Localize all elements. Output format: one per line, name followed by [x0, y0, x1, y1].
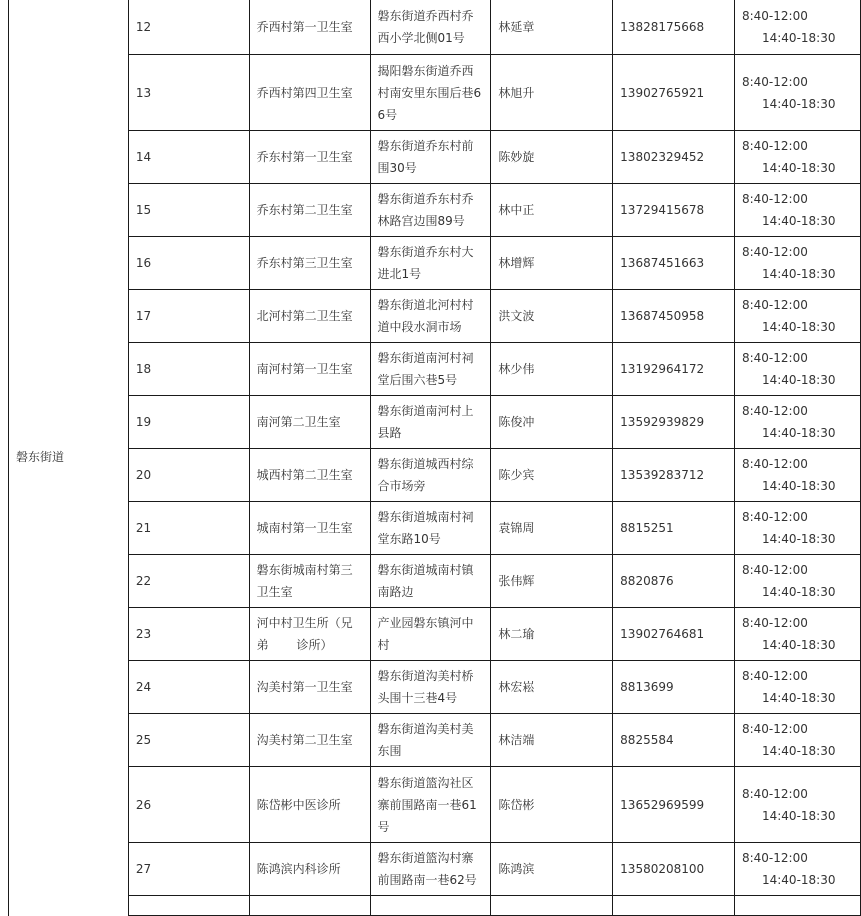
clinic-address: 磐东街道乔东村乔林路宫边围89号 [370, 184, 491, 237]
row-number: 15 [128, 184, 249, 237]
clinic-name: 磐东街城南村第三卫生室 [249, 555, 370, 608]
table-row [9, 131, 861, 184]
clinic-name: 北河村第二卫生室 [249, 290, 370, 343]
table-row [9, 896, 861, 916]
contact-person: 林宏崧 [491, 661, 613, 714]
clinic-name-part: 诊所） [296, 638, 333, 652]
row-number: 21 [128, 502, 249, 555]
table-row [9, 396, 861, 449]
contact-person: 林二瑜 [491, 608, 613, 661]
hours-afternoon: 14:40-18:30 [761, 744, 836, 758]
hours-afternoon: 14:40-18:30 [761, 426, 836, 440]
hours-afternoon: 14:40-18:30 [761, 161, 836, 175]
table-row [9, 843, 861, 896]
contact-person: 林旭升 [491, 55, 613, 131]
clinic-address: 磐东街道城南村祠堂东路10号 [370, 502, 491, 555]
phone-number: 8815251 [613, 502, 735, 555]
clinic-address: 磐东街道篮沟社区寨前围路南一巷61号 [370, 767, 491, 843]
clinic-name: 陈岱彬中医诊所 [249, 767, 370, 843]
clinic-name: 乔东村第三卫生室 [249, 237, 370, 290]
row-number: 23 [128, 608, 249, 661]
opening-hours [734, 396, 860, 449]
row-number: 24 [128, 661, 249, 714]
clinic-address: 磐东街道城南村镇南路边 [370, 555, 491, 608]
hours-afternoon: 14:40-18:30 [761, 532, 836, 546]
opening-hours [734, 661, 860, 714]
hours-morning: 8:40-12:00 [741, 8, 808, 23]
contact-person: 林洁端 [491, 714, 613, 767]
clinic-name: 陈鸿滨内科诊所 [249, 843, 370, 896]
contact-person: 陈少宾 [491, 449, 613, 502]
opening-hours [734, 237, 860, 290]
table-row [9, 767, 861, 843]
table-cell [370, 896, 491, 916]
phone-number: 13592939829 [613, 396, 735, 449]
hours-morning: 8:40-12:00 [741, 351, 808, 365]
hours-morning: 8:40-12:00 [741, 192, 808, 206]
district-label: 磐东街道 [16, 450, 65, 465]
row-number: 20 [128, 449, 249, 502]
contact-person: 袁锦周 [491, 502, 613, 555]
opening-hours [734, 843, 860, 896]
clinic-name: 南河村第一卫生室 [249, 343, 370, 396]
contact-person: 洪文波 [491, 290, 613, 343]
table-row [9, 661, 861, 714]
clinic-name [249, 608, 370, 661]
opening-hours [734, 55, 860, 131]
hours-afternoon: 14:40-18:30 [761, 691, 836, 705]
phone-number: 13902764681 [613, 608, 735, 661]
table-cell [491, 896, 613, 916]
clinic-name: 乔西村第一卫生室 [249, 0, 370, 55]
hours-afternoon: 14:40-18:30 [761, 214, 836, 228]
opening-hours [734, 714, 860, 767]
hours-morning: 8:40-12:00 [741, 616, 808, 630]
hours-afternoon: 14:40-18:30 [761, 873, 836, 887]
row-number: 12 [128, 0, 249, 55]
clinic-name: 城西村第二卫生室 [249, 449, 370, 502]
contact-person: 林增辉 [491, 237, 613, 290]
table-cell [128, 896, 249, 916]
hours-afternoon: 14:40-18:30 [761, 96, 836, 111]
phone-number: 13729415678 [613, 184, 735, 237]
clinic-address: 磐东街道篮沟村寨前围路南一巷62号 [370, 843, 491, 896]
phone-number: 13192964172 [613, 343, 735, 396]
phone-number: 13539283712 [613, 449, 735, 502]
row-number: 18 [128, 343, 249, 396]
phone-number: 13828175668 [613, 0, 735, 55]
district-cell [9, 0, 129, 916]
clinic-name-part: 弟 [256, 638, 269, 652]
phone-number: 13687451663 [613, 237, 735, 290]
phone-number: 13652969599 [613, 767, 735, 843]
table-row [9, 449, 861, 502]
opening-hours [734, 343, 860, 396]
table-row [9, 0, 861, 55]
clinic-address: 磐东街道沟美村美东围 [370, 714, 491, 767]
clinic-name: 南河第二卫生室 [249, 396, 370, 449]
table-cell [249, 896, 370, 916]
clinic-name: 沟美村第一卫生室 [249, 661, 370, 714]
hours-afternoon: 14:40-18:30 [761, 30, 836, 45]
row-number: 19 [128, 396, 249, 449]
hours-afternoon: 14:40-18:30 [761, 638, 836, 652]
table-row [9, 608, 861, 661]
contact-person: 林延章 [491, 0, 613, 55]
contact-person: 林少伟 [491, 343, 613, 396]
opening-hours [734, 555, 860, 608]
table-row [9, 290, 861, 343]
opening-hours [734, 290, 860, 343]
hours-afternoon: 14:40-18:30 [761, 479, 836, 493]
phone-number: 13802329452 [613, 131, 735, 184]
hours-morning: 8:40-12:00 [741, 139, 808, 153]
contact-person: 陈妙旋 [491, 131, 613, 184]
hours-morning: 8:40-12:00 [741, 74, 808, 89]
phone-number: 13580208100 [613, 843, 735, 896]
clinic-address: 磐东街道城西村综合市场旁 [370, 449, 491, 502]
clinic-name: 沟美村第二卫生室 [249, 714, 370, 767]
phone-number: 8820876 [613, 555, 735, 608]
clinic-address: 产业园磐东镇河中村 [370, 608, 491, 661]
hours-afternoon: 14:40-18:30 [761, 585, 836, 599]
clinic-name: 城南村第一卫生室 [249, 502, 370, 555]
clinic-name: 乔东村第一卫生室 [249, 131, 370, 184]
phone-number: 8813699 [613, 661, 735, 714]
clinic-address: 磐东街道沟美村桥头围十三巷4号 [370, 661, 491, 714]
hours-morning: 8:40-12:00 [741, 669, 808, 683]
opening-hours [734, 0, 860, 55]
hours-afternoon: 14:40-18:30 [761, 320, 836, 334]
table-row [9, 343, 861, 396]
contact-person: 张伟辉 [491, 555, 613, 608]
table-row [9, 502, 861, 555]
clinic-address: 磐东街道乔东村大进北1号 [370, 237, 491, 290]
hours-morning: 8:40-12:00 [741, 722, 808, 736]
row-number: 25 [128, 714, 249, 767]
opening-hours [734, 767, 860, 843]
row-number: 16 [128, 237, 249, 290]
table-row [9, 555, 861, 608]
hours-morning: 8:40-12:00 [741, 245, 808, 259]
phone-number: 8825584 [613, 714, 735, 767]
clinic-name: 乔东村第二卫生室 [249, 184, 370, 237]
table-row [9, 184, 861, 237]
clinic-address: 揭阳磐东街道乔西村南安里东围后巷66号 [370, 55, 491, 131]
row-number: 13 [128, 55, 249, 131]
clinic-address: 磐东街道乔西村乔西小学北侧01号 [370, 0, 491, 55]
table-row [9, 237, 861, 290]
row-number: 22 [128, 555, 249, 608]
hours-morning: 8:40-12:00 [741, 786, 808, 801]
clinic-table [8, 0, 861, 916]
contact-person: 陈岱彬 [491, 767, 613, 843]
hours-morning: 8:40-12:00 [741, 457, 808, 471]
clinic-address: 磐东街道北河村村道中段水洞市场 [370, 290, 491, 343]
table-row [9, 714, 861, 767]
table-row [9, 55, 861, 131]
hours-morning: 8:40-12:00 [741, 298, 808, 312]
phone-number: 13902765921 [613, 55, 735, 131]
clinic-address: 磐东街道南河村上县路 [370, 396, 491, 449]
contact-person: 陈俊冲 [491, 396, 613, 449]
hours-afternoon: 14:40-18:30 [761, 808, 836, 823]
table-cell [734, 896, 860, 916]
contact-person: 林中正 [491, 184, 613, 237]
row-number: 27 [128, 843, 249, 896]
clinic-name: 乔西村第四卫生室 [249, 55, 370, 131]
contact-person: 陈鸿滨 [491, 843, 613, 896]
row-number: 26 [128, 767, 249, 843]
row-number: 14 [128, 131, 249, 184]
row-number: 17 [128, 290, 249, 343]
hours-morning: 8:40-12:00 [741, 563, 808, 577]
hours-morning: 8:40-12:00 [741, 404, 808, 418]
phone-number: 13687450958 [613, 290, 735, 343]
clinic-name-line: 河中村卫生所（兄 [256, 616, 353, 630]
hours-morning: 8:40-12:00 [741, 510, 808, 524]
clinic-address: 磐东街道南河村祠堂后围六巷5号 [370, 343, 491, 396]
opening-hours [734, 502, 860, 555]
clinic-address: 磐东街道乔东村前围30号 [370, 131, 491, 184]
opening-hours [734, 608, 860, 661]
opening-hours [734, 184, 860, 237]
hours-afternoon: 14:40-18:30 [761, 373, 836, 387]
hours-afternoon: 14:40-18:30 [761, 267, 836, 281]
clinic-name-line [257, 634, 363, 656]
opening-hours [734, 449, 860, 502]
hours-morning: 8:40-12:00 [741, 851, 808, 865]
opening-hours [734, 131, 860, 184]
table-cell [613, 896, 735, 916]
